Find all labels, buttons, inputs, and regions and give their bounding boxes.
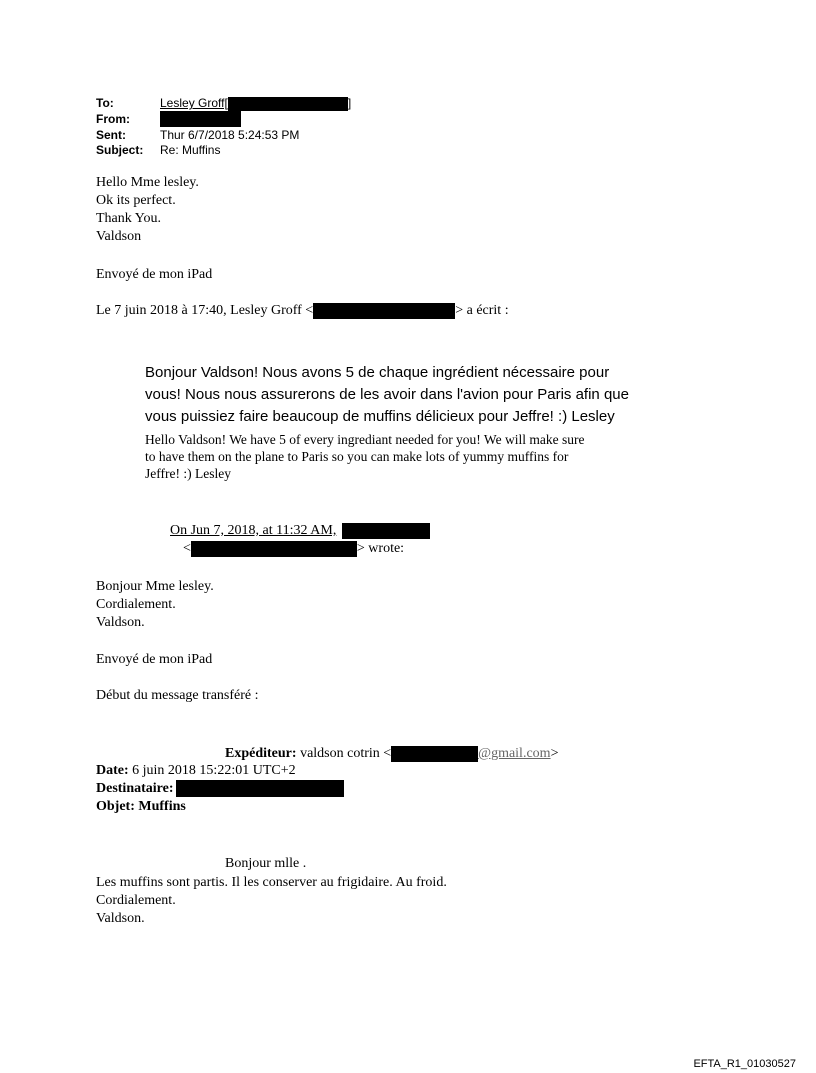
from-label: From: <box>96 112 130 126</box>
lesley-message-french <box>145 362 629 428</box>
date-value: 6 juin 2018 15:22:01 UTC+2 <box>132 763 296 778</box>
sent-label: Sent: <box>96 128 126 142</box>
original-body <box>96 578 214 632</box>
date-label: Date: <box>96 763 129 778</box>
english-line: Hello Valdson! We have 5 of every ingrediant needed for you! We will make sure <box>145 432 585 447</box>
french-line: Bonjour Valdson! Nous avons 5 de chaque ingrédient nécessaire pour <box>145 364 610 381</box>
redaction-block <box>176 780 344 797</box>
quote2-date: On Jun 7, 2018, at 11:32 AM, <box>170 523 337 538</box>
original-line: Valdson. <box>96 615 145 630</box>
quote2-open: < <box>183 541 191 556</box>
to-label: To: <box>96 96 114 110</box>
reply-body <box>96 174 199 246</box>
sent-value: Thur 6/7/2018 5:24:53 PM <box>160 128 300 142</box>
quote2-line2 <box>183 540 404 558</box>
forwarded-line: Valdson. <box>96 911 145 926</box>
sender-domain-link[interactable]: @gmail.com <box>478 746 551 761</box>
to-value <box>160 96 351 111</box>
forwarded-recipient <box>96 780 344 798</box>
subject-label: Objet: <box>96 799 135 814</box>
subject-value: Re: Muffins <box>160 143 221 157</box>
subject-label: Subject: <box>96 143 144 157</box>
quote-intro-start: Le 7 juin 2018 à 17:40, Lesley Groff < <box>96 303 314 318</box>
english-line: to have them on the plane to Paris so you can make lots of yummy muffins for <box>145 449 569 464</box>
english-line: Jeffre! :) Lesley <box>145 466 231 481</box>
redaction-block <box>228 97 348 111</box>
forwarded-subject <box>96 798 186 816</box>
french-line: vous puissiez faire beaucoup de muffins délicieux pour Jeffre! :) Lesley <box>145 408 615 425</box>
to-recipient: Lesley Groff[ <box>160 96 228 110</box>
redaction-block <box>342 523 430 539</box>
forwarded-date <box>96 762 296 780</box>
redaction-block <box>160 111 241 127</box>
dest-label: Destinataire: <box>96 781 174 796</box>
quote2-line1 <box>170 522 430 540</box>
forwarded-sender <box>225 745 558 763</box>
reply-line: Hello Mme lesley. <box>96 175 199 190</box>
from-value <box>160 110 241 128</box>
forwarded-line: Les muffins sont partis. Il les conserver au frigidaire. Au froid. <box>96 875 447 890</box>
redaction-block <box>313 303 455 319</box>
subject-value: Muffins <box>138 799 186 814</box>
sender-close: > <box>550 746 559 761</box>
forwarded-body <box>96 874 447 928</box>
document-id: EFTA_R1_01030527 <box>693 1058 796 1070</box>
forward-intro: Début du message transféré : <box>96 688 259 703</box>
french-line: vous! Nous nous assurerons de les avoir dans l'avion pour Paris afin que <box>145 386 629 403</box>
quote-intro-end: > a écrit : <box>455 303 509 318</box>
reply-line: Thank You. <box>96 211 161 226</box>
redaction-block <box>191 541 357 557</box>
original-line: Cordialement. <box>96 597 176 612</box>
redaction-block <box>391 746 478 762</box>
original-signature: Envoyé de mon iPad <box>96 652 213 667</box>
reply-line: Ok its perfect. <box>96 193 176 208</box>
quote2-wrote: > wrote: <box>356 541 405 556</box>
sender-name: valdson cotrin < <box>300 746 392 761</box>
original-line: Bonjour Mme lesley. <box>96 579 214 594</box>
forwarded-line: Cordialement. <box>96 893 176 908</box>
lesley-message-english <box>145 431 584 482</box>
reply-line: Valdson <box>96 229 142 244</box>
reply-signature: Envoyé de mon iPad <box>96 267 213 282</box>
forwarded-greeting: Bonjour mlle . <box>225 856 307 871</box>
sender-label: Expéditeur: <box>225 746 297 761</box>
quote-intro <box>96 302 509 320</box>
to-close-bracket: ] <box>347 96 352 110</box>
